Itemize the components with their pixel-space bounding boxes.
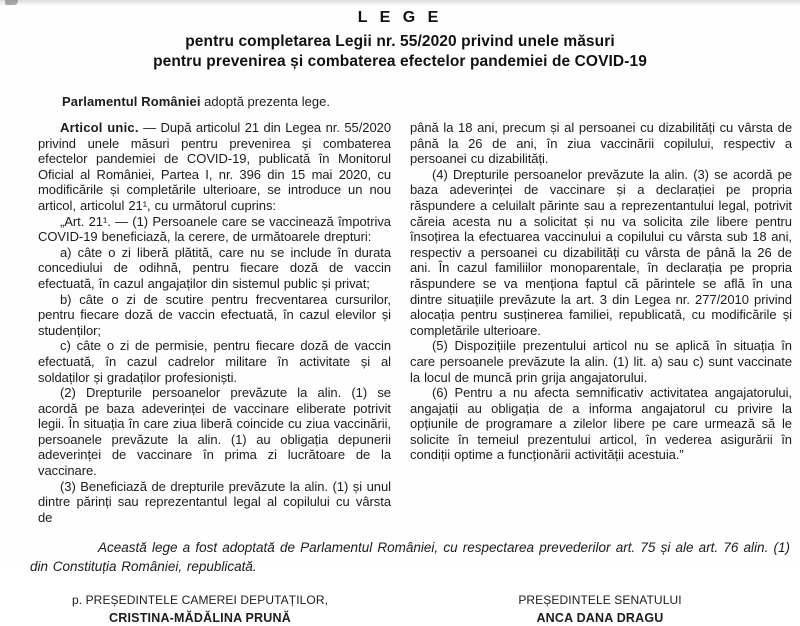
document-title: L E G E xyxy=(357,9,443,26)
law-paragraph: (5) Dispozițiile prezentului articol nu se aplică în situația în care persoanele prevăzute la alin. (1) lit. a) sau c) sunt vaccinate la locul de muncă prin grija angajatorului. xyxy=(410,338,792,385)
signature-senate xyxy=(400,593,800,626)
document-subtitle-line1: pentru completarea Legii nr. 55/2020 privind unele măsuri xyxy=(185,33,615,50)
signature-role: p. PREȘEDINTELE CAMEREI DEPUTAȚILOR, xyxy=(71,593,329,608)
document-subtitle-line2: pentru prevenirea și combaterea efectelor pandemiei de COVID-19 xyxy=(153,53,647,70)
signature-chamber-of-deputies xyxy=(0,593,400,626)
document-header xyxy=(0,0,800,72)
law-paragraph: (6) Pentru a nu afecta semnificativ activitatea angajatorului, angajații au obligația de a informa angajatorul cu privire la opțiunile de programare a zilelor libere pe care urmează să le solicite în temeiul prezentului articol, în vederea asigurării în condiții optime a funcționării activității acestuia.” xyxy=(410,385,792,463)
law-paragraph: până la 18 ani, precum și al persoanei cu dizabilități cu vârsta de până la 26 de ani, în ziua vaccinării copilului, respectiv a persoanei cu dizabilități. xyxy=(410,120,792,167)
adoption-statement: Această lege a fost adoptată de Parlamentul României, cu respectarea prevederilor art. 75 și ale art. 76 alin. (1) din Constituția României, republicată. xyxy=(30,540,790,575)
left-column xyxy=(38,120,391,525)
signature-name: ANCA DANA DRAGU xyxy=(536,611,664,626)
law-paragraph: a) câte o zi liberă plătită, care nu se include în durata concediului de odihnă, pentru fiecare doză de vaccin efectuată, în cazul angajaților din sistemul public și privat; xyxy=(38,244,391,291)
law-paragraph: Articol unic. — După articolul 21 din Legea nr. 55/2020 privind unele măsuri pentru prevenirea și combaterea efectelor pandemiei de COVID-19, publicată în Monitorul Oficial al României, Partea I, nr. 396 din 15 mai 2020, cu modificările și completările ulterioare, se introduce un nou articol, articolul 21¹, cu următorul cuprins: xyxy=(38,120,392,213)
two-column-body xyxy=(0,120,800,525)
law-paragraph: c) câte o zi de permisie, pentru fiecare doză de vaccin efectuată, în cazul cadrelor militare în activitate și al soldaților și gradaților profesioniști. xyxy=(38,338,391,385)
paragraph-lead: Articol unic. xyxy=(60,120,139,135)
scan-artifact xyxy=(5,0,18,5)
signature-name: CRISTINA-MĂDĂLINA PRUNĂ xyxy=(109,611,291,626)
preamble-lead: Parlamentul României xyxy=(62,94,201,109)
preamble xyxy=(38,94,792,110)
signature-role: PREȘEDINTELE SENATULUI xyxy=(518,593,682,608)
law-paragraph: (2) Drepturile persoanelor prevăzute la alin. (1) se acordă pe baza adeverinței de vaccinare eliberate potrivit legii. În situația în care ziua liberă coincide cu ziua vaccinării, persoanele prevăzute la alin. (1) au obligația depunerii adeverinței de vaccinare în prima zi lucrătoare de la vaccinare. xyxy=(38,385,391,479)
law-paragraph: b) câte o zi de scutire pentru frecventarea cursurilor, pentru fiecare doză de vaccin efectuată, în cazul elevilor și studenților; xyxy=(38,291,391,338)
law-paragraph: „Art. 21¹. — (1) Persoanele care se vaccinează împotriva COVID-19 beneficiază, la cerere, de următoarele drepturi: xyxy=(38,213,391,245)
law-paragraph: (4) Drepturile persoanelor prevăzute la alin. (3) se acordă pe baza adeverinței de vaccinare și a declarației pe propria răspundere a celuilalt părinte sau a reprezentantului legal, potrivit căreia acesta nu a solicitat și nu va solicita zile libere pentru însoțirea la efectuarea vaccinului a copilului cu vârsta sub 18 ani, respectiv a persoanei cu dizabilități cu vârsta de până la 26 de ani. În cazul familiilor monoparentale, în declarația pe propria răspundere se va menționa faptul că părintele se află în una dintre situațiile prevăzute la art. 3 din Legea nr. 277/2010 privind alocația pentru susținerea familiei, republicată, cu modificările și completările ulterioare. xyxy=(410,166,792,338)
preamble-text: adoptă prezenta lege. xyxy=(200,94,330,109)
right-column xyxy=(410,120,792,463)
signature-block xyxy=(0,593,800,626)
law-paragraph: (3) Beneficiază de drepturile prevăzute la alin. (1) și unul dintre părinți sau reprezentantul legal al copilului cu vârsta de xyxy=(38,478,391,525)
